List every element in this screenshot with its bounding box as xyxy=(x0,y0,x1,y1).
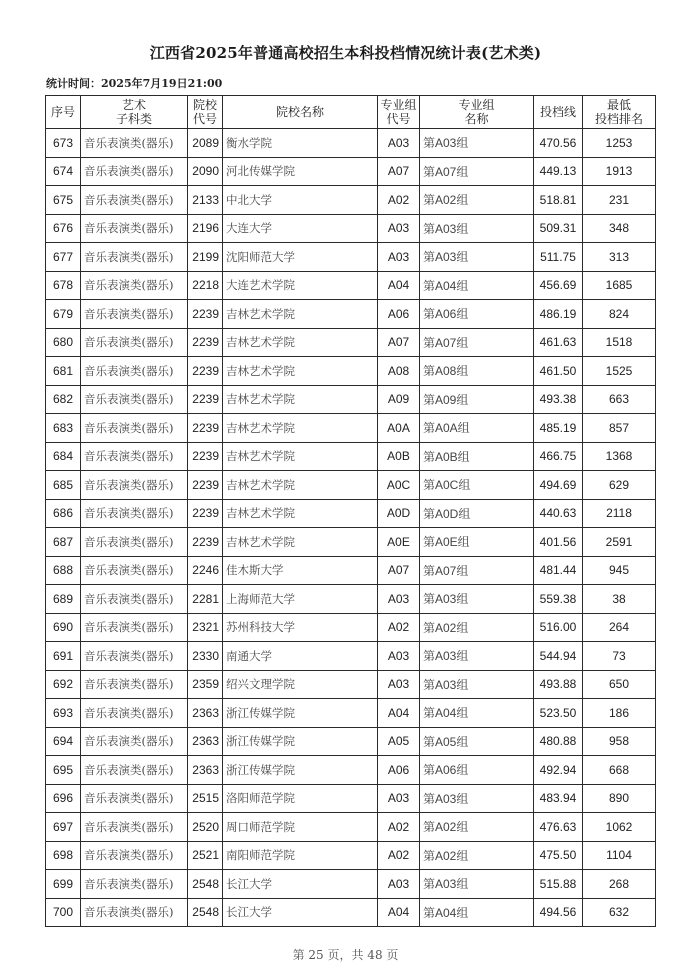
cell-category: 音乐表演类(器乐) xyxy=(81,271,188,300)
cell-group-name: 第A09组 xyxy=(420,385,534,414)
cell-rank: 1062 xyxy=(583,813,656,842)
table-row xyxy=(46,157,656,186)
cell-seq: 692 xyxy=(46,670,81,699)
header-label: 名称 xyxy=(464,112,489,126)
cell-school-name: 洛阳师范学院 xyxy=(223,784,378,813)
cell-seq: 687 xyxy=(46,528,81,557)
cell-school-name: 吉林艺术学院 xyxy=(223,499,378,528)
cell-group-code: A03 xyxy=(378,585,420,614)
cell-seq: 696 xyxy=(46,784,81,813)
cell-rank: 1368 xyxy=(583,442,656,471)
cell-score: 493.38 xyxy=(534,385,583,414)
header-label: 院校名称 xyxy=(275,105,324,119)
cell-school-name: 吉林艺术学院 xyxy=(223,442,378,471)
cell-rank: 186 xyxy=(583,699,656,728)
table-row xyxy=(46,300,656,329)
table-row xyxy=(46,528,656,557)
table-row xyxy=(46,670,656,699)
cell-category: 音乐表演类(器乐) xyxy=(81,727,188,756)
cell-school-code: 2196 xyxy=(188,214,223,243)
cell-school-name: 浙江传媒学院 xyxy=(223,756,378,785)
cell-category: 音乐表演类(器乐) xyxy=(81,556,188,585)
cell-school-code: 2281 xyxy=(188,585,223,614)
header-school-name xyxy=(223,96,378,129)
table-row xyxy=(46,442,656,471)
cell-school-code: 2239 xyxy=(188,414,223,443)
cell-rank: 73 xyxy=(583,642,656,671)
header-category xyxy=(81,96,188,129)
cell-school-code: 2218 xyxy=(188,271,223,300)
cell-group-name: 第A05组 xyxy=(420,727,534,756)
cell-group-name: 第A03组 xyxy=(420,784,534,813)
header-label: 院校 xyxy=(192,98,217,112)
stat-time: 统计时间：2025年7月19日21:00 xyxy=(46,77,223,90)
cell-school-name: 吉林艺术学院 xyxy=(223,528,378,557)
cell-group-name: 第A06组 xyxy=(420,756,534,785)
cell-score: 523.50 xyxy=(534,699,583,728)
cell-group-name: 第A08组 xyxy=(420,357,534,386)
cell-category: 音乐表演类(器乐) xyxy=(81,813,188,842)
cell-score: 475.50 xyxy=(534,841,583,870)
cell-rank: 890 xyxy=(583,784,656,813)
table-row xyxy=(46,870,656,899)
cell-seq: 678 xyxy=(46,271,81,300)
cell-group-name: 第A03组 xyxy=(420,670,534,699)
cell-group-code: A0B xyxy=(378,442,420,471)
cell-score: 481.44 xyxy=(534,556,583,585)
cell-rank: 663 xyxy=(583,385,656,414)
table-row xyxy=(46,642,656,671)
table-row xyxy=(46,585,656,614)
cell-score: 461.63 xyxy=(534,328,583,357)
cell-group-code: A02 xyxy=(378,613,420,642)
cell-score: 476.63 xyxy=(534,813,583,842)
table-row xyxy=(46,129,656,158)
cell-school-code: 2239 xyxy=(188,499,223,528)
cell-group-code: A02 xyxy=(378,841,420,870)
cell-school-name: 周口师范学院 xyxy=(223,813,378,842)
cell-group-name: 第A06组 xyxy=(420,300,534,329)
cell-rank: 348 xyxy=(583,214,656,243)
cell-group-code: A02 xyxy=(378,186,420,215)
cell-group-code: A03 xyxy=(378,784,420,813)
cell-school-code: 2330 xyxy=(188,642,223,671)
cell-seq: 681 xyxy=(46,357,81,386)
cell-category: 音乐表演类(器乐) xyxy=(81,328,188,357)
cell-category: 音乐表演类(器乐) xyxy=(81,385,188,414)
table-row xyxy=(46,756,656,785)
cell-school-code: 2363 xyxy=(188,699,223,728)
cell-category: 音乐表演类(器乐) xyxy=(81,471,188,500)
cell-group-code: A03 xyxy=(378,214,420,243)
cell-group-code: A03 xyxy=(378,129,420,158)
table-row xyxy=(46,898,656,927)
cell-group-name: 第A03组 xyxy=(420,214,534,243)
cell-school-name: 长江大学 xyxy=(223,870,378,899)
cell-score: 516.00 xyxy=(534,613,583,642)
cell-seq: 688 xyxy=(46,556,81,585)
cell-school-code: 2359 xyxy=(188,670,223,699)
cell-rank: 1518 xyxy=(583,328,656,357)
header-label: 代号 xyxy=(192,112,217,126)
cell-seq: 697 xyxy=(46,813,81,842)
cell-rank: 629 xyxy=(583,471,656,500)
cell-category: 音乐表演类(器乐) xyxy=(81,613,188,642)
table-row xyxy=(46,784,656,813)
cell-group-code: A02 xyxy=(378,813,420,842)
cell-group-code: A0A xyxy=(378,414,420,443)
header-label: 代号 xyxy=(386,112,411,126)
cell-rank: 632 xyxy=(583,898,656,927)
cell-group-name: 第A04组 xyxy=(420,271,534,300)
cell-school-code: 2520 xyxy=(188,813,223,842)
cell-rank: 2591 xyxy=(583,528,656,557)
cell-seq: 682 xyxy=(46,385,81,414)
table-row xyxy=(46,841,656,870)
cell-seq: 693 xyxy=(46,699,81,728)
header-label: 子科类 xyxy=(115,112,152,126)
cell-group-name: 第A04组 xyxy=(420,699,534,728)
cell-school-name: 大连大学 xyxy=(223,214,378,243)
cell-category: 音乐表演类(器乐) xyxy=(81,300,188,329)
cell-school-name: 上海师范大学 xyxy=(223,585,378,614)
cell-seq: 691 xyxy=(46,642,81,671)
cell-score: 509.31 xyxy=(534,214,583,243)
cell-category: 音乐表演类(器乐) xyxy=(81,784,188,813)
cell-group-name: 第A03组 xyxy=(420,870,534,899)
cell-school-code: 2239 xyxy=(188,300,223,329)
cell-seq: 679 xyxy=(46,300,81,329)
cell-seq: 686 xyxy=(46,499,81,528)
cell-seq: 680 xyxy=(46,328,81,357)
cell-school-name: 沈阳师范大学 xyxy=(223,243,378,272)
cell-school-code: 2239 xyxy=(188,442,223,471)
cell-school-code: 2515 xyxy=(188,784,223,813)
header-label: 艺术 xyxy=(121,98,146,112)
cell-school-code: 2199 xyxy=(188,243,223,272)
cell-score: 483.94 xyxy=(534,784,583,813)
cell-group-name: 第A07组 xyxy=(420,328,534,357)
table-row xyxy=(46,813,656,842)
cell-school-name: 浙江传媒学院 xyxy=(223,699,378,728)
cell-school-code: 2548 xyxy=(188,898,223,927)
cell-group-name: 第A07组 xyxy=(420,157,534,186)
cell-category: 音乐表演类(器乐) xyxy=(81,243,188,272)
cell-school-code: 2239 xyxy=(188,385,223,414)
cell-score: 456.69 xyxy=(534,271,583,300)
table-row xyxy=(46,186,656,215)
cell-category: 音乐表演类(器乐) xyxy=(81,756,188,785)
cell-school-name: 吉林艺术学院 xyxy=(223,328,378,357)
cell-score: 493.88 xyxy=(534,670,583,699)
cell-score: 485.19 xyxy=(534,414,583,443)
cell-school-code: 2246 xyxy=(188,556,223,585)
cell-category: 音乐表演类(器乐) xyxy=(81,585,188,614)
table-header-row xyxy=(46,96,656,129)
cell-group-code: A0D xyxy=(378,499,420,528)
cell-score: 486.19 xyxy=(534,300,583,329)
cell-rank: 1104 xyxy=(583,841,656,870)
cell-group-code: A07 xyxy=(378,328,420,357)
cell-school-name: 绍兴文理学院 xyxy=(223,670,378,699)
cell-group-name: 第A03组 xyxy=(420,642,534,671)
cell-score: 544.94 xyxy=(534,642,583,671)
cell-category: 音乐表演类(器乐) xyxy=(81,357,188,386)
cell-group-code: A03 xyxy=(378,243,420,272)
cell-group-code: A07 xyxy=(378,157,420,186)
cell-group-code: A0E xyxy=(378,528,420,557)
cell-rank: 38 xyxy=(583,585,656,614)
table-row xyxy=(46,727,656,756)
cell-rank: 824 xyxy=(583,300,656,329)
cell-school-code: 2133 xyxy=(188,186,223,215)
cell-school-code: 2521 xyxy=(188,841,223,870)
cell-school-code: 2239 xyxy=(188,471,223,500)
cell-score: 492.94 xyxy=(534,756,583,785)
cell-score: 511.75 xyxy=(534,243,583,272)
cell-group-name: 第A07组 xyxy=(420,556,534,585)
cell-group-code: A06 xyxy=(378,756,420,785)
cell-group-name: 第A03组 xyxy=(420,129,534,158)
table-row xyxy=(46,357,656,386)
cell-score: 494.69 xyxy=(534,471,583,500)
cell-group-name: 第A02组 xyxy=(420,186,534,215)
cell-rank: 668 xyxy=(583,756,656,785)
header-rank xyxy=(583,96,656,129)
cell-group-name: 第A0B组 xyxy=(420,442,534,471)
cell-category: 音乐表演类(器乐) xyxy=(81,898,188,927)
cell-school-name: 河北传媒学院 xyxy=(223,157,378,186)
cell-school-name: 中北大学 xyxy=(223,186,378,215)
cell-school-name: 衡水学院 xyxy=(223,129,378,158)
cell-seq: 698 xyxy=(46,841,81,870)
cell-seq: 690 xyxy=(46,613,81,642)
cell-score: 401.56 xyxy=(534,528,583,557)
cell-score: 461.50 xyxy=(534,357,583,386)
table-row xyxy=(46,214,656,243)
table-row xyxy=(46,243,656,272)
table-row xyxy=(46,471,656,500)
header-label: 专业组 xyxy=(458,98,495,112)
table-row xyxy=(46,499,656,528)
table-row xyxy=(46,556,656,585)
cell-seq: 675 xyxy=(46,186,81,215)
cell-group-name: 第A0E组 xyxy=(420,528,534,557)
cell-school-name: 长江大学 xyxy=(223,898,378,927)
cell-seq: 677 xyxy=(46,243,81,272)
cell-school-code: 2090 xyxy=(188,157,223,186)
cell-rank: 231 xyxy=(583,186,656,215)
cell-rank: 1913 xyxy=(583,157,656,186)
cell-school-code: 2089 xyxy=(188,129,223,158)
cell-seq: 699 xyxy=(46,870,81,899)
header-score xyxy=(534,96,583,129)
cell-school-code: 2321 xyxy=(188,613,223,642)
cell-category: 音乐表演类(器乐) xyxy=(81,699,188,728)
cell-rank: 1525 xyxy=(583,357,656,386)
cell-group-name: 第A02组 xyxy=(420,813,534,842)
cell-school-name: 南通大学 xyxy=(223,642,378,671)
cell-group-name: 第A0A组 xyxy=(420,414,534,443)
cell-rank: 857 xyxy=(583,414,656,443)
cell-group-code: A06 xyxy=(378,300,420,329)
cell-category: 音乐表演类(器乐) xyxy=(81,214,188,243)
cell-category: 音乐表演类(器乐) xyxy=(81,157,188,186)
cell-group-name: 第A0C组 xyxy=(420,471,534,500)
cell-rank: 1253 xyxy=(583,129,656,158)
cell-group-code: A07 xyxy=(378,556,420,585)
cell-rank: 264 xyxy=(583,613,656,642)
cell-group-code: A08 xyxy=(378,357,420,386)
cell-seq: 695 xyxy=(46,756,81,785)
header-seq xyxy=(46,96,81,129)
table-row xyxy=(46,328,656,357)
cell-category: 音乐表演类(器乐) xyxy=(81,129,188,158)
cell-group-name: 第A03组 xyxy=(420,585,534,614)
cell-group-code: A09 xyxy=(378,385,420,414)
cell-category: 音乐表演类(器乐) xyxy=(81,442,188,471)
cell-school-code: 2239 xyxy=(188,528,223,557)
cell-school-name: 大连艺术学院 xyxy=(223,271,378,300)
cell-seq: 683 xyxy=(46,414,81,443)
cell-school-name: 吉林艺术学院 xyxy=(223,471,378,500)
table-row xyxy=(46,414,656,443)
cell-seq: 684 xyxy=(46,442,81,471)
cell-category: 音乐表演类(器乐) xyxy=(81,870,188,899)
cell-category: 音乐表演类(器乐) xyxy=(81,642,188,671)
cell-school-name: 吉林艺术学院 xyxy=(223,414,378,443)
cell-score: 440.63 xyxy=(534,499,583,528)
cell-school-name: 佳木斯大学 xyxy=(223,556,378,585)
cell-category: 音乐表演类(器乐) xyxy=(81,414,188,443)
cell-group-code: A0C xyxy=(378,471,420,500)
cell-score: 480.88 xyxy=(534,727,583,756)
cell-rank: 945 xyxy=(583,556,656,585)
cell-group-name: 第A03组 xyxy=(420,243,534,272)
cell-category: 音乐表演类(器乐) xyxy=(81,528,188,557)
cell-group-code: A04 xyxy=(378,898,420,927)
header-label: 投档排名 xyxy=(594,112,643,126)
table-row xyxy=(46,271,656,300)
cell-school-code: 2363 xyxy=(188,756,223,785)
cell-rank: 650 xyxy=(583,670,656,699)
cell-score: 494.56 xyxy=(534,898,583,927)
cell-rank: 313 xyxy=(583,243,656,272)
cell-group-name: 第A02组 xyxy=(420,841,534,870)
cell-group-code: A04 xyxy=(378,271,420,300)
cell-category: 音乐表演类(器乐) xyxy=(81,499,188,528)
table-row xyxy=(46,699,656,728)
header-label: 投档线 xyxy=(539,105,576,119)
header-label: 最低 xyxy=(606,98,631,112)
header-group-name xyxy=(420,96,534,129)
cell-school-name: 苏州科技大学 xyxy=(223,613,378,642)
cell-seq: 673 xyxy=(46,129,81,158)
document-title: 江西省2025年普通高校招生本科投档情况统计表(艺术类) xyxy=(149,44,542,62)
cell-group-code: A03 xyxy=(378,642,420,671)
cell-group-code: A04 xyxy=(378,699,420,728)
cell-school-code: 2548 xyxy=(188,870,223,899)
cell-school-code: 2363 xyxy=(188,727,223,756)
header-label: 序号 xyxy=(50,105,75,119)
cell-school-name: 南阳师范学院 xyxy=(223,841,378,870)
cell-seq: 685 xyxy=(46,471,81,500)
cell-rank: 958 xyxy=(583,727,656,756)
cell-school-code: 2239 xyxy=(188,357,223,386)
table-row xyxy=(46,385,656,414)
cell-category: 音乐表演类(器乐) xyxy=(81,841,188,870)
cell-rank: 2118 xyxy=(583,499,656,528)
cell-category: 音乐表演类(器乐) xyxy=(81,670,188,699)
cell-seq: 694 xyxy=(46,727,81,756)
cell-seq: 700 xyxy=(46,898,81,927)
cell-school-code: 2239 xyxy=(188,328,223,357)
cell-rank: 1685 xyxy=(583,271,656,300)
cell-rank: 268 xyxy=(583,870,656,899)
page-footer: 第 25 页，共 48 页 xyxy=(292,948,399,962)
header-group-code xyxy=(378,96,420,129)
admission-table xyxy=(45,95,656,927)
cell-group-name: 第A04组 xyxy=(420,898,534,927)
table-body xyxy=(46,129,656,927)
header-label: 专业组 xyxy=(380,98,417,112)
cell-group-code: A03 xyxy=(378,870,420,899)
header-school-code xyxy=(188,96,223,129)
cell-school-name: 吉林艺术学院 xyxy=(223,300,378,329)
table-row xyxy=(46,613,656,642)
cell-seq: 676 xyxy=(46,214,81,243)
cell-group-name: 第A0D组 xyxy=(420,499,534,528)
cell-category: 音乐表演类(器乐) xyxy=(81,186,188,215)
cell-score: 518.81 xyxy=(534,186,583,215)
cell-score: 449.13 xyxy=(534,157,583,186)
cell-group-code: A05 xyxy=(378,727,420,756)
cell-school-name: 浙江传媒学院 xyxy=(223,727,378,756)
cell-seq: 689 xyxy=(46,585,81,614)
cell-score: 470.56 xyxy=(534,129,583,158)
cell-group-name: 第A02组 xyxy=(420,613,534,642)
cell-group-code: A03 xyxy=(378,670,420,699)
cell-school-name: 吉林艺术学院 xyxy=(223,385,378,414)
cell-score: 559.38 xyxy=(534,585,583,614)
cell-score: 466.75 xyxy=(534,442,583,471)
cell-seq: 674 xyxy=(46,157,81,186)
cell-score: 515.88 xyxy=(534,870,583,899)
cell-school-name: 吉林艺术学院 xyxy=(223,357,378,386)
